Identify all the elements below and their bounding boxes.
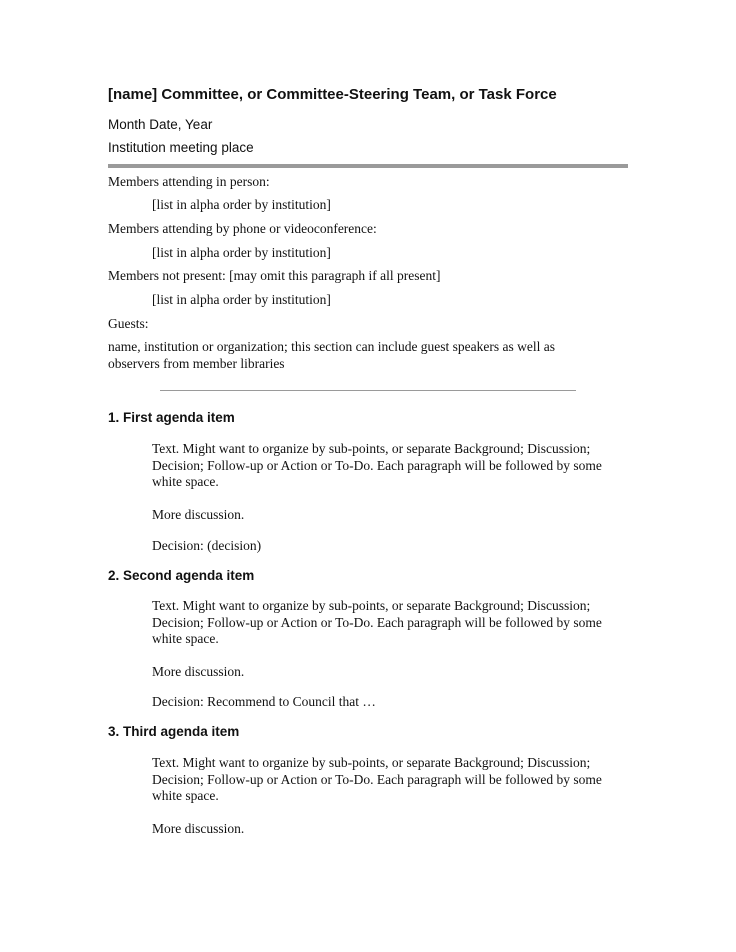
in-person-list: [list in alpha order by institution] <box>152 197 331 212</box>
section-divider <box>160 390 576 391</box>
remote-label: Members attending by phone or videoconference: <box>108 221 377 236</box>
agenda-item-3-heading: 3. Third agenda item <box>108 724 240 739</box>
agenda-item-2-text: Text. Might want to organize by sub-points, or separate Background; Discussion; Decision; Follow-up or Action or To-Do. Each paragraph will be followed by some white space. <box>152 598 602 646</box>
guests-description: name, institution or organization; this section can include guest speakers as well as observers from member libraries <box>108 339 556 371</box>
agenda-item-1-text: Text. Might want to organize by sub-points, or separate Background; Discussion; Decision; Follow-up or Action or To-Do. Each paragraph will be followed by some white space. <box>152 441 602 489</box>
agenda-item-2-decision: Decision: Recommend to Council that … <box>152 694 376 709</box>
agenda-item-1-more: More discussion. <box>152 507 245 522</box>
document-title: [name] Committee, or Committee-Steering Team, or Task Force <box>108 86 557 103</box>
header-divider <box>108 164 628 168</box>
in-person-label: Members attending in person: <box>108 174 270 189</box>
meeting-place: Institution meeting place <box>108 140 254 155</box>
remote-list: [list in alpha order by institution] <box>152 245 331 260</box>
agenda-item-3-text: Text. Might want to organize by sub-points, or separate Background; Discussion; Decision; Follow-up or Action or To-Do. Each paragraph will be followed by some white space. <box>152 755 602 803</box>
guests-label: Guests: <box>108 316 149 331</box>
agenda-item-2-heading: 2. Second agenda item <box>108 568 255 583</box>
agenda-item-1-heading: 1. First agenda item <box>108 410 235 425</box>
meeting-date: Month Date, Year <box>108 117 213 132</box>
agenda-item-3-more: More discussion. <box>152 821 245 836</box>
absent-label: Members not present: [may omit this paragraph if all present] <box>108 268 441 283</box>
agenda-item-2-more: More discussion. <box>152 664 245 679</box>
absent-list: [list in alpha order by institution] <box>152 292 331 307</box>
agenda-item-1-decision: Decision: (decision) <box>152 538 262 553</box>
